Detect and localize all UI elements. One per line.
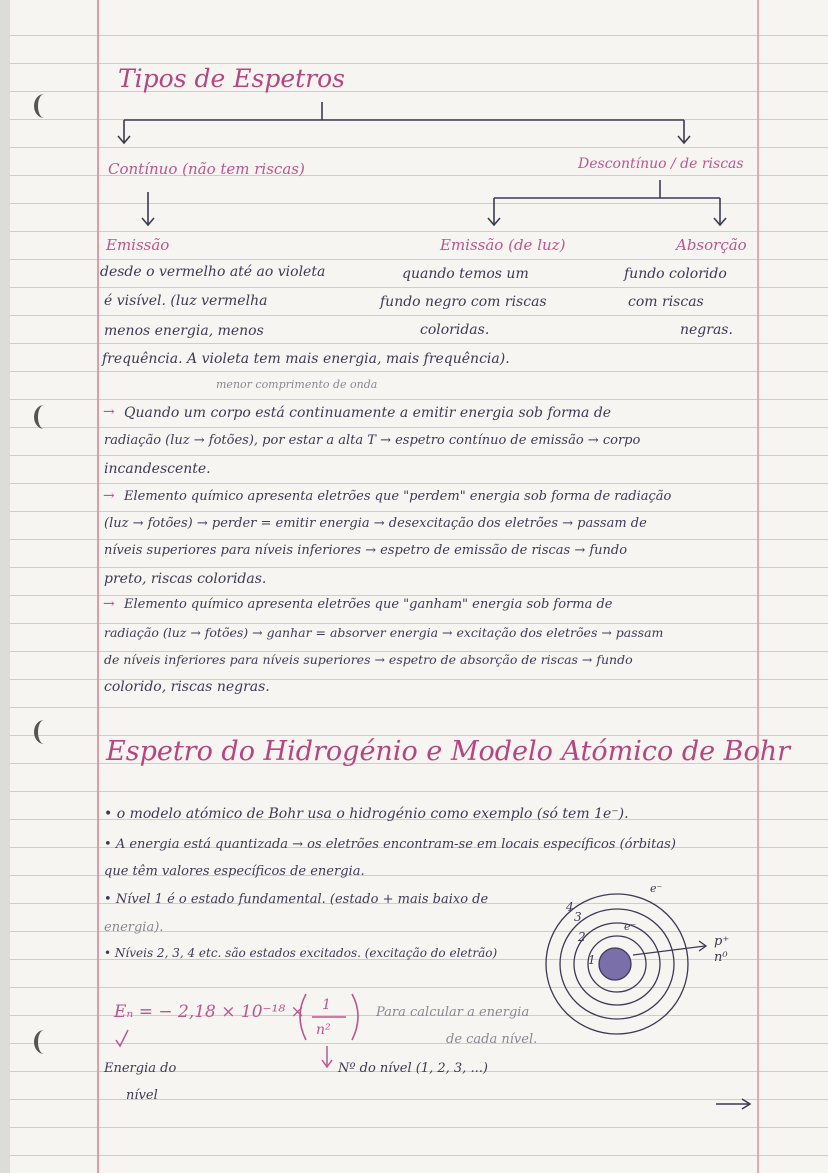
emission-light-line: coloridas. [420, 322, 490, 338]
paragraph-arrow: → [103, 404, 115, 420]
bullet-item: • Níveis 2, 3, 4 etc. são estados excitados. (excitação do eletrão) [104, 946, 498, 960]
orbit-label-3: 3 [574, 910, 582, 924]
paragraph-line: (luz → fotões) → perder = emitir energia → desexcitação dos eletrões → passam de [104, 516, 647, 531]
paragraph-line: radiação (luz → fotões), por estar a alta T → espetro contínuo de emissão → corpo [104, 433, 641, 448]
bullet-item: • A energia está quantizada → os eletrões encontram-se em locais específicos (órbitas) [104, 837, 676, 852]
absorption-line: negras. [680, 322, 733, 338]
bullet-continuation: energia). [104, 920, 164, 935]
bullet-continuation: que têm valores específicos de energia. [104, 864, 365, 879]
paragraph-line: radiação (luz → fotões) → ganhar = absorver energia → excitação dos eletrões → passam [104, 625, 664, 640]
bullet-item: • Nível 1 é o estado fundamental. (estado + mais baixo de [104, 892, 489, 907]
formula-note: de cada nível. [446, 1032, 538, 1047]
energy-formula: Eₙ = − 2,18 × 10⁻¹⁸ × [114, 1002, 305, 1022]
branch-continuous: Contínuo (não tem riscas) [108, 160, 305, 178]
paragraph-line: de níveis inferiores para níveis superiores → espetro de absorção de riscas → fundo [104, 652, 633, 667]
page-title: Tipos de Espetros [118, 64, 346, 93]
emission-light-label: Emissão (de luz) [440, 236, 566, 254]
paragraph-line: Quando um corpo está continuamente a emitir energia sob forma de [124, 405, 612, 421]
paragraph-line: Elemento químico apresenta eletrões que "ganham" energia sob forma de [124, 597, 613, 612]
bullet-item: • o modelo atómico de Bohr usa o hidrogénio como exemplo (só tem 1e⁻). [104, 806, 629, 822]
section-title: Espetro do Hidrogénio e Modelo Atómico de Bohr [106, 736, 791, 767]
level-number-label: Nº do nível (1, 2, 3, ...) [338, 1061, 488, 1076]
formula-numerator: 1 [322, 997, 331, 1013]
emission-continuous-label: Emissão [106, 236, 170, 254]
absorption-line: com riscas [628, 294, 704, 310]
branch-discontinuous: Descontínuo / de riscas [578, 156, 744, 172]
electron-label: e⁻ [650, 882, 663, 895]
paragraph-line: níveis superiores para níveis inferiores → espetro de emissão de riscas → fundo [104, 543, 628, 558]
paragraph-line: preto, riscas coloridas. [104, 571, 267, 587]
emission-light-line: fundo negro com riscas [380, 294, 547, 310]
orbit-label-1: 1 [588, 953, 596, 967]
emission-continuous-line: é visível. (luz vermelha [104, 293, 268, 309]
formula-denominator: n² [316, 1022, 331, 1038]
absorption-label: Absorção [676, 236, 747, 254]
neutron-label: n⁰ [714, 950, 728, 965]
paragraph-arrow: → [103, 596, 115, 612]
paragraph-arrow: → [103, 488, 115, 504]
absorption-line: fundo colorido [624, 266, 727, 282]
energy-label: nível [126, 1088, 158, 1103]
emission-light-line: quando temos um [402, 266, 529, 282]
orbit-label-4: 4 [566, 900, 574, 914]
paragraph-line: Elemento químico apresenta eletrões que "perdem" energia sob forma de radiação [124, 489, 672, 504]
orbit-label-2: 2 [578, 930, 586, 944]
emission-continuous-line: frequência. A violeta tem mais energia, mais frequência). [102, 351, 510, 367]
wavelength-note: menor comprimento de onda [216, 378, 378, 391]
nucleus-icon [599, 948, 631, 980]
emission-continuous-line: menos energia, menos [104, 323, 264, 339]
formula-note: Para calcular a energia [376, 1005, 530, 1020]
energy-label: Energia do [104, 1061, 177, 1076]
electron-label: e⁻ [624, 920, 637, 933]
proton-label: p⁺ [714, 934, 730, 949]
emission-continuous-line: desde o vermelho até ao violeta [100, 264, 326, 280]
paragraph-line: colorido, riscas negras. [104, 679, 270, 695]
paragraph-line: incandescente. [104, 461, 211, 477]
